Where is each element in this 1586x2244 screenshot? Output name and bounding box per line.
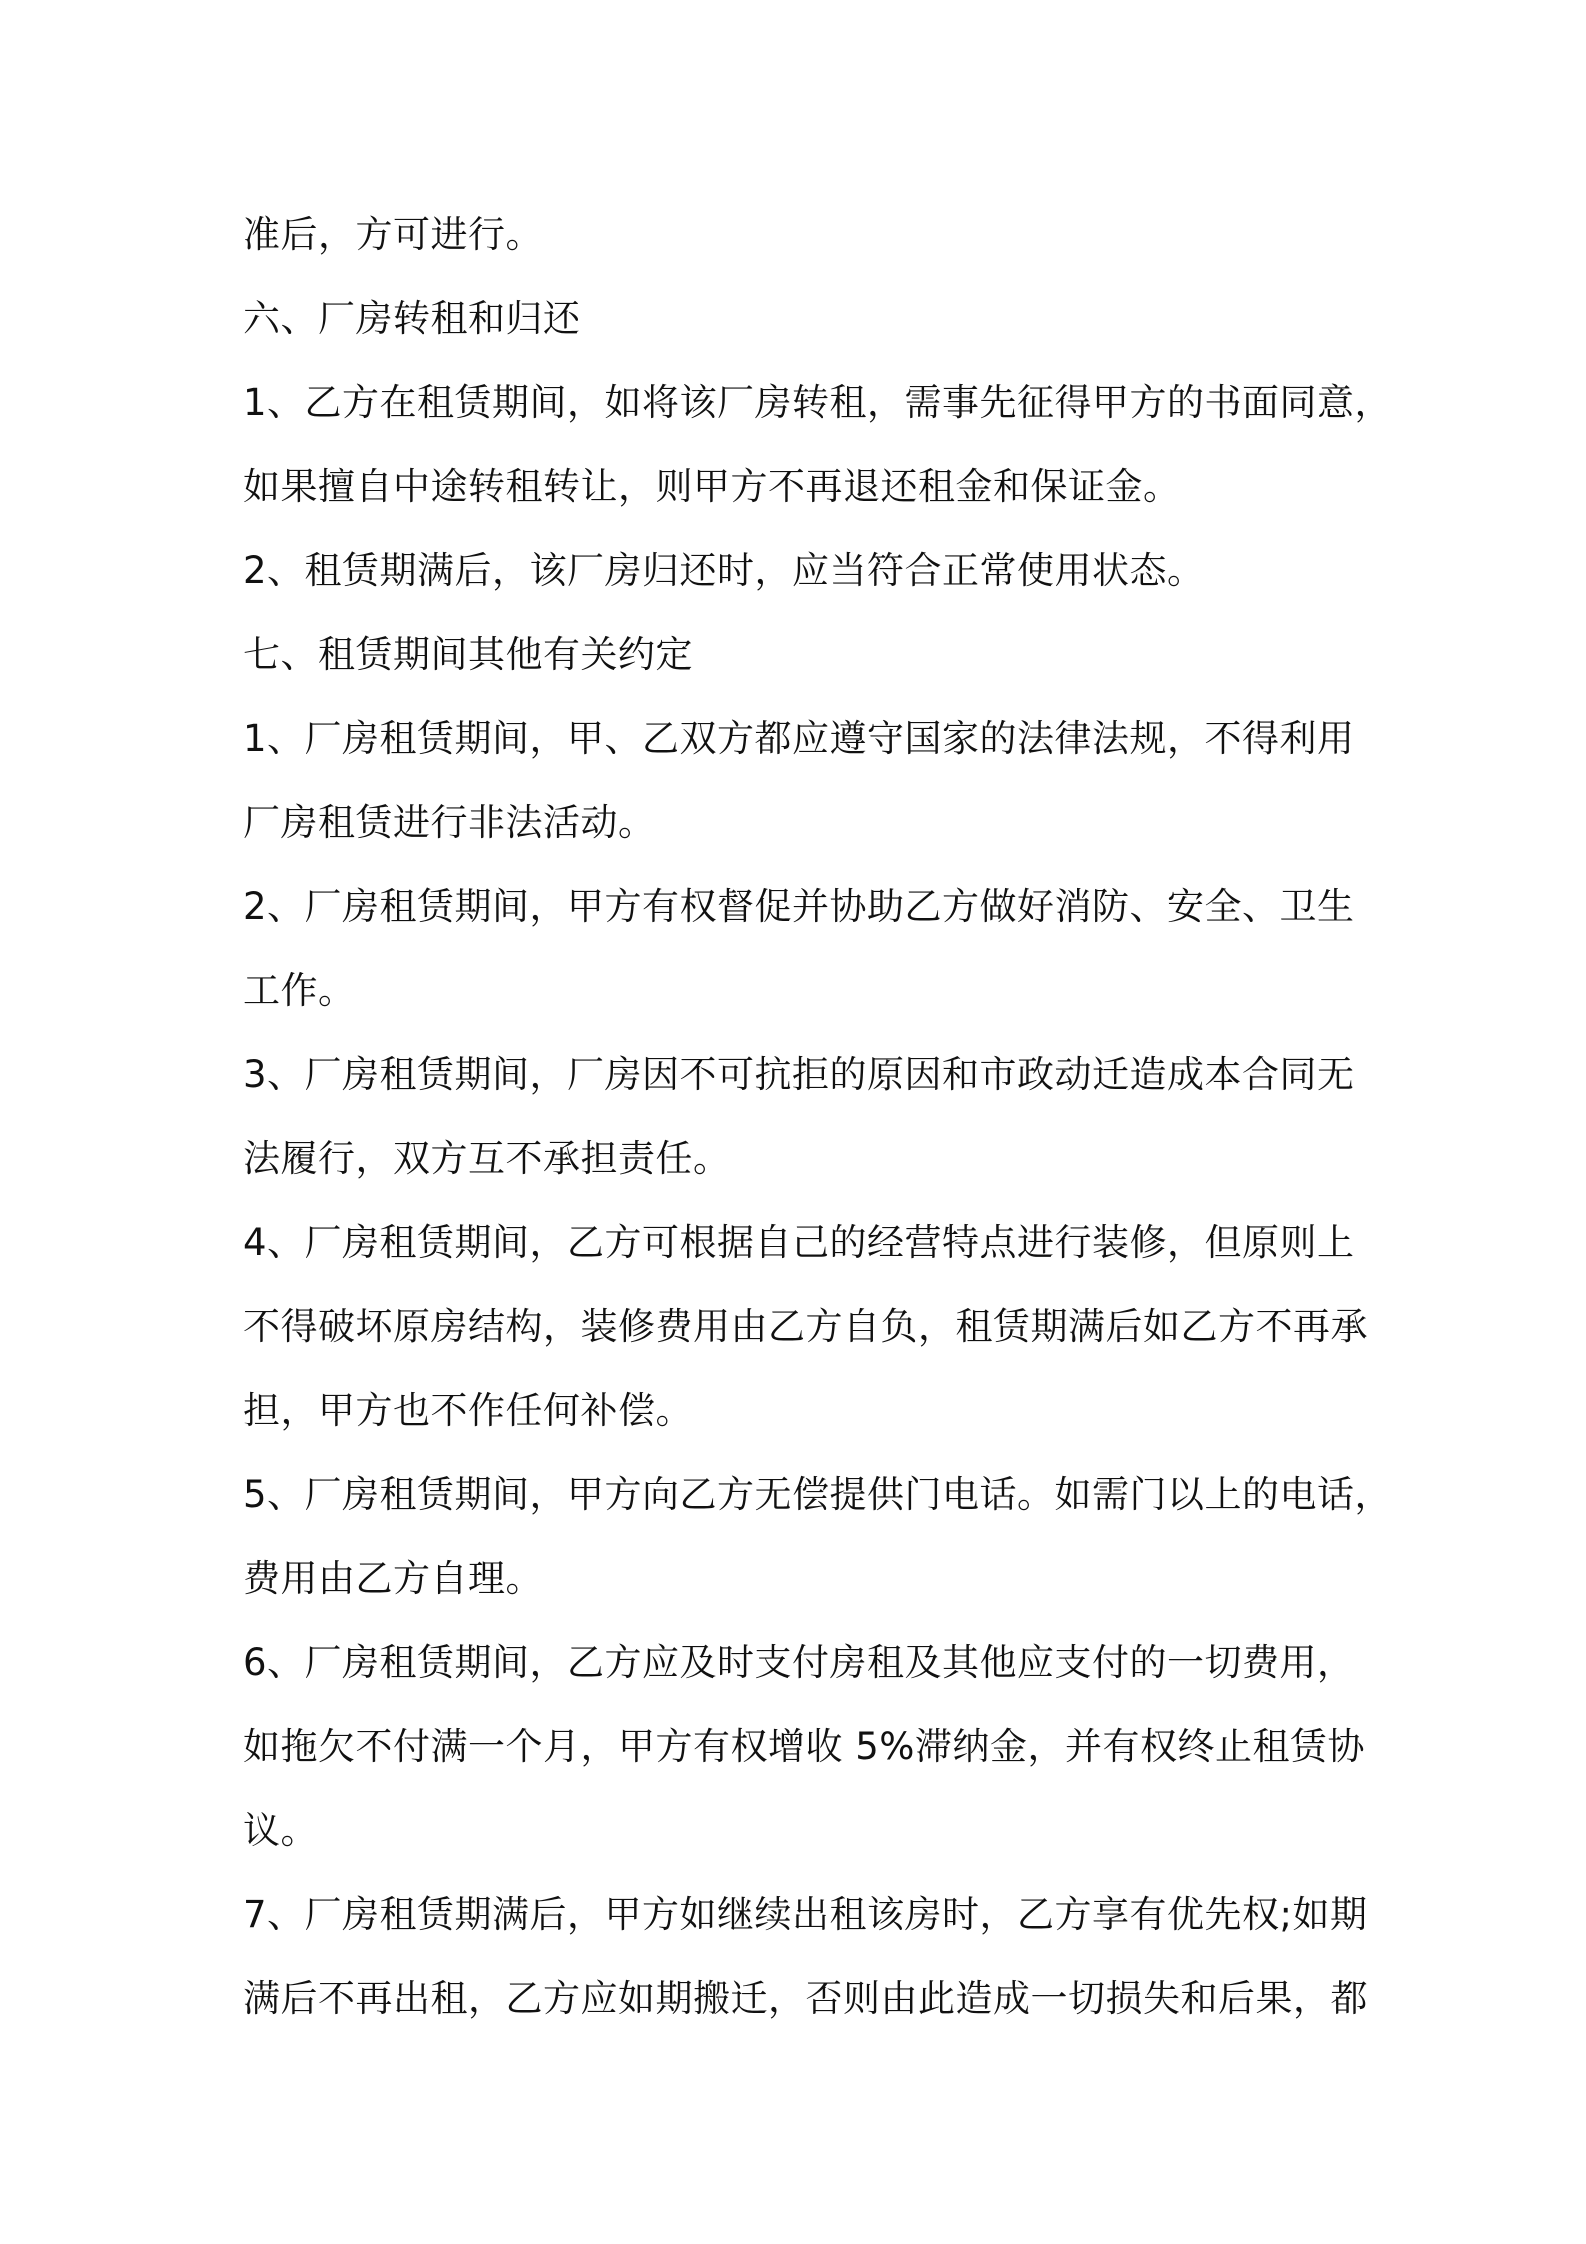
text-line: 法履行，双方互不承担责任。: [243, 1137, 731, 1180]
text-line: 7、厂房租赁期满后，甲方如继续出租该房时，乙方享有优先权;如期: [243, 1893, 1368, 1936]
text-line: 1、乙方在租赁期间，如将该厂房转租，需事先征得甲方的书面同意，: [243, 381, 1393, 424]
text-line: 如果擅自中途转租转让，则甲方不再退还租金和保证金。: [243, 465, 1181, 508]
text-line: 准后，方可进行。: [243, 213, 543, 256]
text-line: 6、厂房租赁期间，乙方应及时支付房租及其他应支付的一切费用，: [243, 1641, 1355, 1684]
text-line: 4、厂房租赁期间，乙方可根据自己的经营特点进行装修，但原则上: [243, 1221, 1355, 1264]
text-line: 3、厂房租赁期间，厂房因不可抗拒的原因和市政动迁造成本合同无: [243, 1053, 1355, 1096]
text-line: 5、厂房租赁期间，甲方向乙方无偿提供门电话。如需门以上的电话，: [243, 1473, 1393, 1516]
text-line: 2、租赁期满后，该厂房归还时，应当符合正常使用状态。: [243, 549, 1205, 592]
text-line: 厂房租赁进行非法活动。: [243, 801, 656, 844]
text-line: 费用由乙方自理。: [243, 1557, 543, 1600]
text-line: 如拖欠不付满一个月，甲方有权增收 5%滞纳金，并有权终止租赁协: [243, 1725, 1365, 1768]
text-line: 议。: [243, 1809, 318, 1852]
section-heading: 七、租赁期间其他有关约定: [243, 633, 693, 676]
section-heading: 六、厂房转租和归还: [243, 297, 581, 340]
text-line: 担，甲方也不作任何补偿。: [243, 1389, 693, 1432]
text-line: 2、厂房租赁期间，甲方有权督促并协助乙方做好消防、安全、卫生: [243, 885, 1355, 928]
text-line: 1、厂房租赁期间，甲、乙双方都应遵守国家的法律法规，不得利用: [243, 717, 1355, 760]
text-line: 满后不再出租，乙方应如期搬迁，否则由此造成一切损失和后果，都: [243, 1977, 1368, 2020]
text-line: 工作。: [243, 969, 356, 1012]
text-line: 不得破坏原房结构，装修费用由乙方自负，租赁期满后如乙方不再承: [243, 1305, 1368, 1348]
document-body: [243, 193, 1393, 2041]
